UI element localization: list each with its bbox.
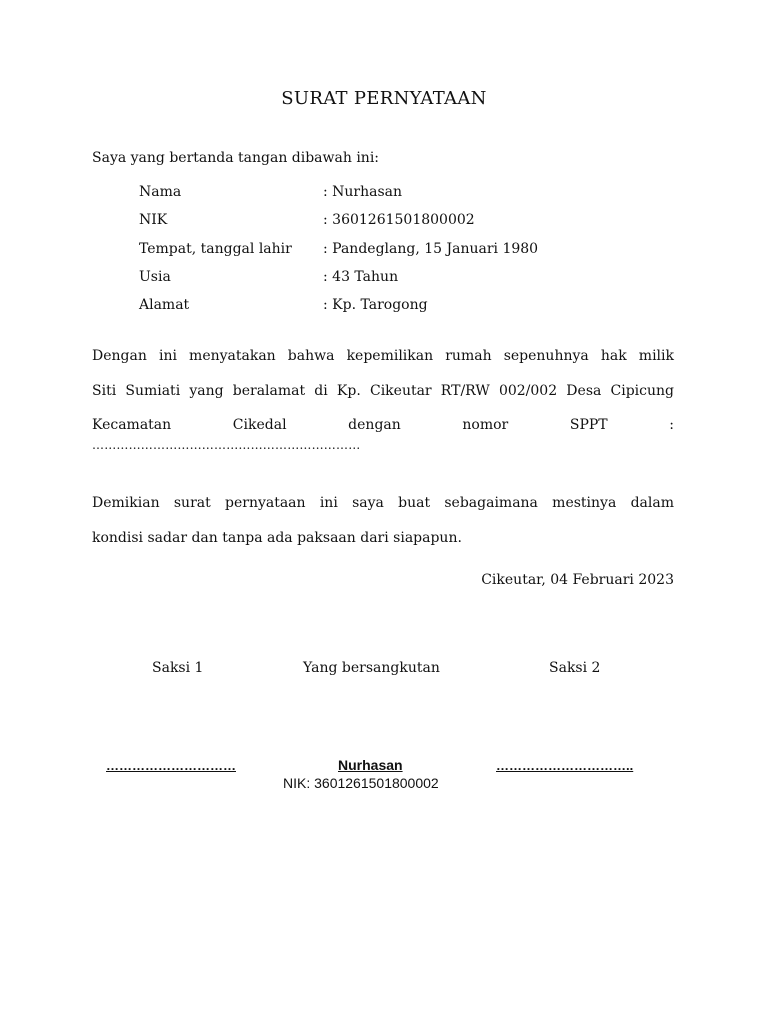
witness-1-label: Saksi 1 [152, 660, 204, 676]
sppt-number-blank: ………………………………………………………… [92, 437, 361, 452]
closing-paragraph [92, 486, 674, 555]
paragraph-line: kondisi sadar dan tanpa ada paksaan dari siapapun. [92, 529, 462, 546]
witness-2-label: Saksi 2 [549, 660, 601, 676]
paragraph-line: Kecamatan Cikedal dengan nomor SPPT : [92, 417, 674, 433]
declarant-label: Yang bersangkutan [303, 660, 440, 676]
field-row-usia [139, 263, 538, 291]
field-row-alamat [139, 291, 538, 319]
field-row-nik [139, 206, 538, 234]
field-value: : 3601261501800002 [323, 212, 475, 229]
paragraph-line: Siti Sumiati yang beralamat di Kp. Cikeutar RT/RW 002/002 Desa Cipicung [92, 382, 674, 399]
field-label: Alamat [139, 297, 190, 314]
field-row-nama [139, 178, 538, 206]
paragraph-line: Dengan ini menyatakan bahwa kepemilikan rumah sepenuhnya hak milik [92, 348, 674, 364]
paragraph-line: Demikian surat pernyataan ini saya buat sebagaimana mestinya dalam [92, 495, 674, 511]
field-label: Tempat, tanggal lahir [139, 240, 292, 257]
field-label: Usia [139, 269, 171, 286]
field-label: NIK [139, 212, 168, 229]
field-value: : Kp. Tarogong [323, 297, 428, 314]
declarant-nik: NIK: 3601261501800002 [283, 775, 439, 791]
field-row-birth [139, 235, 538, 263]
identity-fields [139, 178, 538, 319]
field-label: Nama [139, 184, 182, 201]
witness-2-signature-line: ………………………….. [496, 758, 634, 773]
field-value: : 43 Tahun [323, 269, 399, 286]
field-value: : Nurhasan [323, 184, 403, 201]
page-title: SURAT PERNYATAAN [281, 88, 487, 109]
statement-paragraph [92, 339, 674, 453]
field-value: : Pandeglang, 15 Januari 1980 [323, 240, 539, 257]
intro-text: Saya yang bertanda tangan dibawah ini: [92, 150, 380, 166]
declarant-name: Nurhasan [338, 757, 403, 773]
witness-1-signature-line: ………………………… [106, 758, 236, 773]
place-date: Cikeutar, 04 Februari 2023 [481, 572, 674, 588]
